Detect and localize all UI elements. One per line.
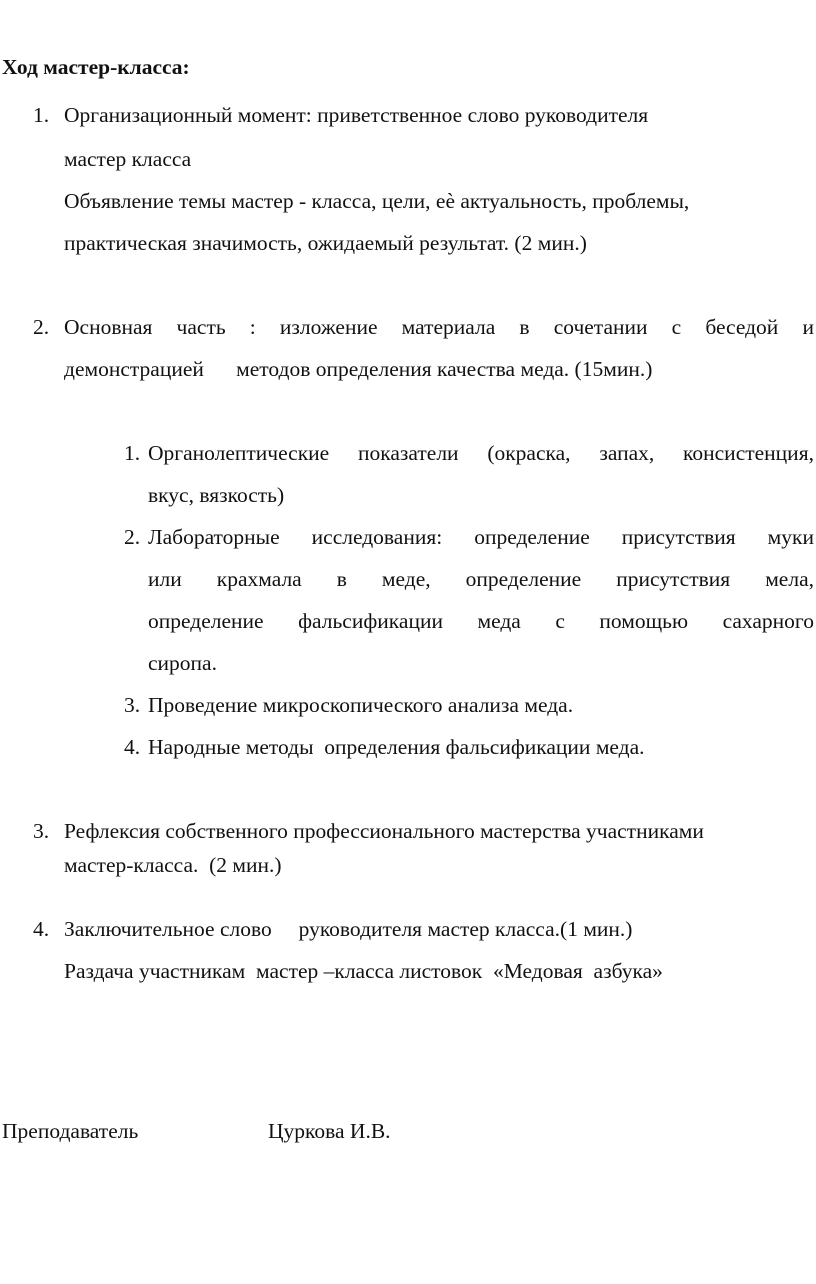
subitem-3-line-1: Проведение микроскопического анализа меда. bbox=[148, 693, 574, 717]
word: с bbox=[555, 609, 565, 633]
word: сочетании bbox=[553, 315, 648, 339]
subitem-1-line-2: вкус, вязкость) bbox=[148, 483, 285, 507]
word: фальсификации bbox=[298, 609, 443, 633]
subitem-4-number: 4. bbox=[124, 735, 141, 759]
item-4-line-2: Раздача участникам мастер –класса листовок «Медовая азбука» bbox=[64, 959, 663, 983]
subitem-2-number: 2. bbox=[124, 525, 141, 549]
signature-role: Преподаватель bbox=[2, 1119, 139, 1143]
subitem-2-line-1 bbox=[148, 524, 814, 550]
word: меде, bbox=[381, 567, 431, 591]
item-1-number: 1. bbox=[33, 103, 50, 127]
word: помощью bbox=[599, 609, 689, 633]
subitem-1-number: 1. bbox=[124, 441, 141, 465]
word: Основная bbox=[64, 315, 153, 339]
word: материала bbox=[401, 315, 496, 339]
word: определение bbox=[465, 567, 582, 591]
item-2-line-2: демонстрацией методов определения качества меда. (15мин.) bbox=[64, 357, 653, 381]
word: Лабораторные bbox=[148, 525, 280, 549]
word: сахарного bbox=[722, 609, 814, 633]
word: или bbox=[148, 567, 182, 591]
word: Органолептические bbox=[148, 441, 330, 465]
subitem-2-line-4: сиропа. bbox=[148, 651, 217, 675]
word: мела, bbox=[765, 567, 814, 591]
word: изложение bbox=[279, 315, 378, 339]
word: муки bbox=[767, 525, 814, 549]
item-2-line-1 bbox=[64, 314, 814, 340]
word: беседой bbox=[705, 315, 779, 339]
word: определение bbox=[148, 609, 264, 633]
word: : bbox=[249, 315, 256, 339]
item-3-number: 3. bbox=[33, 819, 50, 843]
item-1-line-1: Организационный момент: приветственное слово руководителя bbox=[64, 103, 649, 127]
word: исследования: bbox=[311, 525, 443, 549]
item-1-line-4: практическая значимость, ожидаемый результат. (2 мин.) bbox=[64, 231, 587, 255]
word: определение bbox=[474, 525, 590, 549]
item-2-number: 2. bbox=[33, 315, 50, 339]
subitem-1-line-1 bbox=[148, 440, 814, 466]
word: крахмала bbox=[216, 567, 302, 591]
signature-name: Цуркова И.В. bbox=[268, 1119, 391, 1143]
subitem-2-line-2 bbox=[148, 566, 814, 592]
word: (окраска, bbox=[487, 441, 571, 465]
item-4-number: 4. bbox=[33, 917, 50, 941]
word: присутствия bbox=[621, 525, 736, 549]
item-3-line-2: мастер-класса. (2 мин.) bbox=[64, 853, 282, 877]
word: в bbox=[519, 315, 530, 339]
item-1-line-2: мастер класса bbox=[64, 147, 192, 171]
subitem-4-line-1: Народные методы определения фальсификации меда. bbox=[148, 735, 645, 759]
word: показатели bbox=[357, 441, 459, 465]
word: в bbox=[336, 567, 347, 591]
item-4-line-1: Заключительное слово руководителя мастер класса.(1 мин.) bbox=[64, 917, 633, 941]
word: консистенция, bbox=[683, 441, 814, 465]
document-heading: Ход мастер-класса: bbox=[2, 55, 190, 79]
word: и bbox=[802, 315, 814, 339]
subitem-3-number: 3. bbox=[124, 693, 141, 717]
word: запах, bbox=[599, 441, 655, 465]
word: меда bbox=[477, 609, 521, 633]
item-1-line-3: Объявление темы мастер - класса, цели, еѐ актуальность, проблемы, bbox=[64, 189, 690, 213]
word: с bbox=[671, 315, 682, 339]
word: часть bbox=[176, 315, 226, 339]
word: присутствия bbox=[616, 567, 731, 591]
item-3-line-1: Рефлексия собственного профессионального мастерства участниками bbox=[64, 819, 704, 843]
subitem-2-line-3 bbox=[148, 608, 814, 634]
